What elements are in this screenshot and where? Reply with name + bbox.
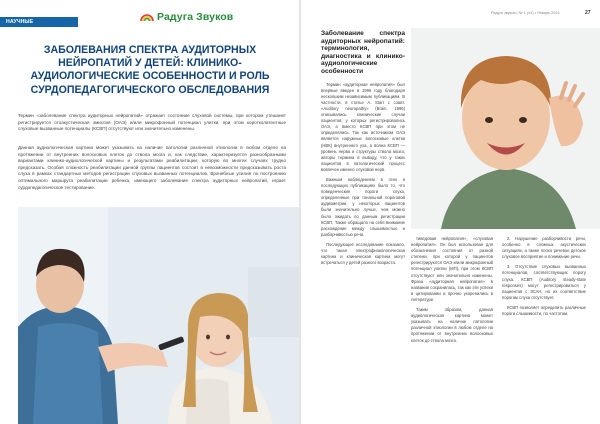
doctor-child-photo bbox=[18, 207, 299, 424]
text-column-1 bbox=[321, 30, 405, 270]
text-column-3 bbox=[502, 236, 586, 321]
column-paragraph: КСВП позволяет определить различные пороги слышимости, по частотам. bbox=[502, 304, 586, 317]
child-listening-photo bbox=[411, 28, 600, 229]
rainbow-logo-icon bbox=[140, 10, 154, 24]
column-paragraph: Важным наблюдением в этих и последующих публикациях было то, что поведенческие пороги слуха, определенные при тональной пороговой аудиометрии, у некоторых пациентов были значительно лучше, чем можно было ожидать по данным регистрации КСВП. Также обращало на себя внимание расхождение между слышимостью и разборчивостью речи. bbox=[321, 176, 405, 237]
child-hand-to-ear-illustration bbox=[411, 28, 600, 229]
logo-text: Радуга Звуков bbox=[157, 11, 234, 23]
column-paragraph: 3. Отсутствие слуховых вызванных потенциалов, соответствующих порогу слуха. КСВП (Auditory steady-state responses) могут регистрироваться у пациентов с ЗСАН, но их соответствие порогам слуха отсутствует. bbox=[502, 264, 586, 300]
left-page bbox=[0, 0, 299, 424]
article-paragraph: Данная аудиологическая картина может указывать на наличие патологии различной этиологии в любом отделе на протяжении от внутренних волосковых клеток до ствола мозга и, как следствие, характеризуется разнообразными вариантами клинико-аудиологической картины и результатами реабилитации, которую во многих случаях трудно предсказать. Особая сложность реабилитации данной группы пациентов состоит в невозможности предсказывать роста слуха в рамках стандартных методов регистрации слуховых вызванных потенциалов. Врачебные усилия по построению оптимального маршрута реабилитации ребенка, имеющего заболевание спектра аудиторных нейропатий, играет сурдопедагогическое тестирование. bbox=[18, 145, 286, 190]
column-paragraph: Термин «аудиторная нейропатия» был впервые введен в 1996 году благодаря нескольким независимым публикациям. В частности, в статье A. Starr с соавт. «Auditory neuropathy» (Brain, 1996) описывались клинические случаи пациентов, у которых регистрировались ОАЭ, а вместо КСВП при этом не определялись. Так как источником ОАЭ является наружные волосковые клетки (НВК) внутреннего уха, а волна КСВП — уровень нерва и структуры ствола мозга, авторы термина в выводу, что у таких пациентов в патологический процесс вовлечен именно слуховой нерв. bbox=[321, 81, 405, 172]
section-heading: Заболевание спектра аудиторных нейропатий: терминология, диагностика и клинико-аудиологические особенности bbox=[321, 30, 405, 75]
text-column-2 bbox=[411, 236, 493, 348]
column-paragraph: тиведовая нейропатия», «слуховая нейропатия». Он был использован для обозначения состояния от разной степени, при которой у пациентов регистрируются ОАЭ и/или микрофонный потенциал улитки (МП), при этом КСВП отсутствуют или значительно изменены. Фраза «аудиторная нейропатия» в названии сохранилась, так как эти успехи в цитировании и прочно укоренились в литературе. bbox=[411, 236, 493, 302]
doctor-child-illustration bbox=[18, 207, 299, 424]
page-number: 27 bbox=[585, 10, 591, 16]
right-page bbox=[301, 0, 600, 424]
column-paragraph: Таким образом, данная аудиологическая картина может указывать на наличие патологии различной этиологии в любом отделе на протяжении от внутренних волосковых клеток до ствола мозга. bbox=[411, 307, 493, 343]
column-paragraph: Последующее исследование показало, что такая электрофизиологическая картина и клиническая картина могут встречаться у детей разного возраста. bbox=[321, 241, 405, 266]
article-intro: Термин «заболевание спектра аудиторных нейропатий» отражает состояние слуховой системы, при котором утешанет регистрируется отоакустическая эмиссия (ОАЭ) и/или микрофонный потенциал улитки, при этом коротколатентные слуховые вызванные потенциалы (КСВП) отсутствуют или значительно изменены. bbox=[18, 113, 286, 132]
running-header: Радуга звуков | № 1 (44) • Январь 2024 bbox=[491, 11, 560, 15]
section-tag: НАУЧНЫЕ ИССЛЕДОВАНИЯ bbox=[0, 17, 78, 27]
magazine-logo bbox=[140, 10, 233, 24]
article-title: ЗАБОЛЕВАНИЯ СПЕКТРА АУДИТОРНЫХ НЕЙРОПАТИЙ У ДЕТЕЙ: КЛИНИКО-АУДИОЛОГИЧЕСКИЕ ОСОБЕННОСТИ И РОЛЬ СУРДОПЕДАГОГИЧЕСКОГО ОБСЛЕДОВАНИЯ bbox=[30, 44, 270, 96]
column-paragraph: 2. Нарушение разборчивости речи, особенно в сложных акустических ситуациях, а также плохо речевое детское слуховое восприятие и понимание речи. bbox=[502, 236, 586, 260]
